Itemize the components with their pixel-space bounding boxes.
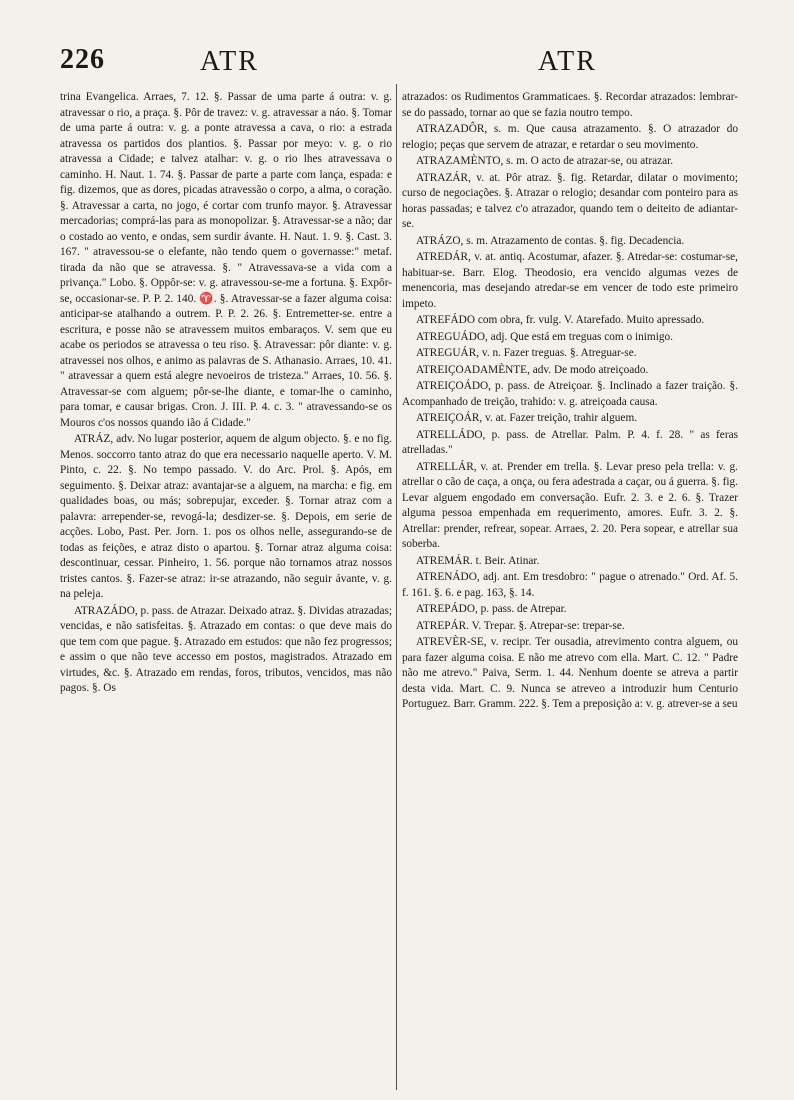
- entry-atrazado-continuation: atrazados: os Rudimentos Grammaticaes. §. Recordar atrazados: lembrar-se do passado, tornar ao que se fazia noutro tempo.: [402, 91, 738, 119]
- entry-atrefado: ATREFÁDO com obra, fr. vulg. V. Atarefado. Muito apressado.: [416, 314, 705, 326]
- entry-atrepado: ATREPÁDO, p. pass. de Atrepar.: [416, 603, 567, 615]
- entry-atreicoar: ATREIÇOÁR, v. at. Fazer treição, trahir alguem.: [416, 412, 638, 424]
- entry-atravessar-continuation: trina Evangelica. Arraes, 7. 12. §. Passar de uma parte á outra: v. g. atravessar o rio, a praça. §. Pôr de travez: v. g. atravessar a náo. §. Tomar de uma parte á outra: v. g. a ponte atravessa a cava, o rio: a estrada atravessa os partidos dos plantios. §. Passar por meyo: v. g. o rio atravessa a Cidade; e talvez atalhar: v. g. o rio lhes atravessava o caminho. H. Naut. 1. 74. §. Passar de parte a parte com lança, espada: e fig. dizemos, que as dores, picadas atravessão o corpo, a alma, o coração. §. Atravessar a carta, no jogo, é cortar com trunfo mayor. §. Atravessar mercadorias; comprá-las para as monopolizar. §. Atravessar-se a não; dar o costado ao vento, e ondas, sem surdir ávante. H. Naut. 1. 9. §. Cast. 3. 167. " atravessou-se o elefante, não tendo quem o governasse:" metaf. tirada da não que se atravessa. §. " Atravessava-se a vida com a privança." Lobo. §. Oppôr-se: v. g. atravessou-se-me a fortuna. §. Expôr-se, occasionar-se. P. P. 2. 140. ♈. §. Atravessar-se a fazer alguma coisa: anticipar-se atalhando a outrem. P. P. 2. 26. §. Entremetter-se. entre a escritura, e posse não se atravessem muitos embaraços. V. sem que eu acabe os periodos se atravessa o teu riso. §. Atravessar: pôr diante: v. g. atravessei nos olhos, e animo as palavras de S. Athanasio. Arraes, 10. 41. " atravessar a quem está alegre nevoeiros de tristeza." Arraes, 10. 56. §. Atravessar-se com alguem; pôr-se-lhe diante, e tomar-lhe o caminho, para tomar, e causar brigas. Cron. J. III. P. 4. c. 3. " atravessando-se os Mouros c'os nossos quando ião á Cidade.": [60, 91, 392, 429]
- entry-atreicoadamente: ATREIÇOADAMÈNTE, adv. De modo atreiçoado.: [416, 363, 649, 376]
- left-column: [60, 90, 392, 1090]
- right-running-head: ATR: [538, 46, 597, 77]
- entry-atreguar: ATREGUÁR, v. n. Fazer treguas. §. Atreguar-se.: [416, 347, 637, 359]
- entry-atrazamento: ATRAZAMÈNTO, s. m. O acto de atrazar-se, ou atrazar.: [416, 155, 674, 167]
- entry-atrellado: ATRELLÁDO, p. pass. de Atrellar. Palm. P. 4. f. 28. " as feras atrelladas.": [402, 428, 738, 456]
- entry-atrazo: ATRÁZO, s. m. Atrazamento de contas. §. fig. Decadencia.: [416, 234, 685, 247]
- entry-atraz: ATRÁZ, adv. No lugar posterior, aquem de algum objecto. §. e no fig. Menos. soccorro tanto atraz do que era necessario naquelle aperto. V. M. Pinto, c. 22. §. No tempo passado. V. do Arc. Prol. §. Após, em seguimento. §. Deixar atraz: avantajar-se a alguem, na marcha: e fig. em qualidades boas, ou más; sobrepujar, exceder. §. Tornar atraz com a palavra: arrepender-se, revogá-la; desdizer-se. §. Depois, em serie de acções. Lobo, Past. Per. Jorn. 1. pos os olhos nelle, assegurando-se de todas as feições, e atraz disto o apartou. §. Tornar atraz alguma coisa: descontinuar, cessar. Pinheiro, 1. 56. porque não tornamos atraz nossos tristes cantos. §. Fazer-se atraz: ir-se atrazando, não seguir ávante, v. g. na peleja.: [60, 433, 392, 600]
- entry-atrazar: ATRAZÁR, v. at. Pôr atraz. §. fig. Retardar, dilatar o movimento; curso de negociações. §. Atrazar o relogio; desandar com ponteiro para as horas passadas; e talvez c'o atrazador, quando tem o deiteito de adiantar-se.: [402, 171, 738, 230]
- entry-atrepar: ATREPÁR. V. Trepar. §. Atrepar-se: trepar-se.: [416, 619, 625, 632]
- entry-atremar: ATREMÁR. t. Beir. Atinar.: [416, 554, 540, 567]
- column-divider: [396, 84, 397, 1090]
- entry-atrellar: ATRELLÁR, v. at. Prender em trella. §. Levar preso pela trella: v. g. atrellar o cão de caça, a onça, ou fera adestrada a caçar, ou á guerra. §. fig. Levar alguem engodado em conversação. Eufr. 2. 3. e 2. 6. §. Trazer alguma pessoa empenhada em requerimento, amores. Eufr. 3. 2. §. Atrellar: prender, refrear, sopear. Arraes, 2. 20. Pera sopear, e atrellar sua soberba.: [402, 460, 738, 550]
- entry-atreguado: ATREGUÁDO, adj. Que está em treguas com o inimigo.: [416, 330, 673, 343]
- entry-atreicoado: ATREIÇOÁDO, p. pass. de Atreiçoar. §. Inclinado a fazer traição. §. Acompanhado de treição, trahido: v. g. atreiçoada causa.: [402, 380, 738, 408]
- entry-atrever-se: ATREVÈR-SE, v. recipr. Ter ousadia, atrevimento contra alguem, ou para fazer alguma coisa. E não me atrevo com ella. Mart. C. 12. " Padre não me atrevo." Paiva, Serm. 1. 44. Nenhum doente se atreva a partir desta vida. Mart. C. 9. Nunca se atreveo a introduzir hum Centurio Portuguez. Barr. Gramm. 222. §. Tem a preposição a: v. g. atrever-se a seu: [402, 636, 738, 710]
- page-number: 226: [60, 44, 105, 75]
- right-column: [402, 90, 738, 1090]
- entry-atrenado: ATRENÁDO, adj. ant. Em tresdobro: " pague o atrenado." Ord. Af. 5. f. 161. §. 6. e pag. 163, §. 14.: [402, 571, 738, 599]
- entry-atrazado: ATRAZÁDO, p. pass. de Atrazar. Deixado atraz. §. Dividas atrazadas; vencidas, e não satisfeitas. §. Atrazado em contas: o que deve mais do que tem com que pague. §. Atrazado em estudos: que não fez progressos; e assim o que não teve accesso em postos, magistrados. Atrazado em virtudes, &c. §. Atrazado em rendas, foros, tributos, vencidos, mas não pagos. §. Os: [60, 604, 392, 694]
- entry-atredar: ATREDÁR, v. at. antiq. Acostumar, afazer. §. Atredar-se: costumar-se, habituar-se. Barr. Elog. Theodosio, era vencido algumas vezes de menencoria, mas desejando atredar-se em vencer de todo este primeiro impeto.: [402, 251, 738, 310]
- entry-atrazador: ATRAZADÔR, s. m. Que causa atrazamento. §. O atrazador do relogio; peças que servem de atrazar, e retardar o seu movimento.: [402, 123, 738, 151]
- left-running-head: ATR: [200, 46, 259, 77]
